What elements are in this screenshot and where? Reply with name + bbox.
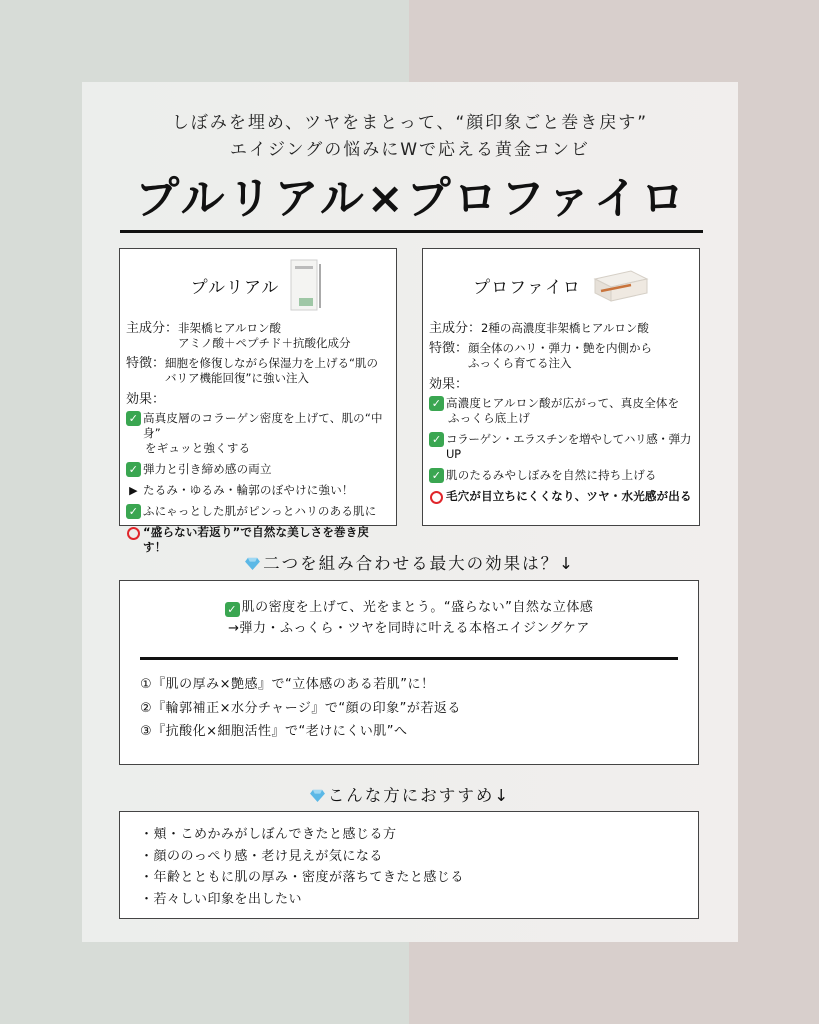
check-mark-icon: ✓ — [225, 602, 240, 617]
product-card-purereal — [119, 248, 397, 554]
product-name: プロファイロ — [473, 277, 581, 298]
feature-line: 顔全体のハリ・弾力・艶を内側から — [468, 341, 653, 355]
gem-icon — [310, 789, 325, 802]
effect-item — [429, 432, 693, 462]
combo-summary-line-2: →弾力・ふっくら・ツヤを同時に叶える本格エイジングケア — [228, 621, 590, 636]
effect-text: 毛穴が目立ちにくくなり、ツヤ・水光感が出る — [446, 489, 692, 503]
intro-line-2: エイジングの悩みにWで応える黄金コンビ — [229, 140, 591, 160]
effect-text: たるみ・ゆるみ・輪郭のぼやけに強い！ — [143, 483, 354, 497]
check-mark-icon: ✓ — [126, 411, 141, 426]
recommend-heading-text: こんな方におすすめ↓ — [327, 786, 511, 805]
intro-line-1: しぼみを埋め、ツヤをまとって、“顔印象ごと巻き戻す” — [171, 113, 649, 133]
product-header — [429, 249, 693, 321]
effect-text: 弾力と引き締め感の両立 — [143, 462, 272, 476]
combo-point: ①『肌の厚み×艶感』で“立体感のある若肌”に！ — [140, 677, 435, 692]
effect-text: コラーゲン・エラスチンを増やしてハリ感・弾力UP — [446, 432, 692, 461]
ingredients-value — [178, 321, 351, 351]
check-mark-icon: ✓ — [126, 504, 141, 519]
effect-text: 肌のたるみやしぼみを自然に持ち上げる — [446, 468, 657, 482]
ingredient-line: 非架橋ヒアルロン酸 — [178, 321, 282, 335]
feature-line: 細胞を修復しながら保湿力を上げる“肌の — [165, 356, 378, 370]
red-circle-icon — [430, 491, 443, 504]
check-mark-icon: ✓ — [429, 396, 444, 411]
combo-point: ③『抗酸化×細胞活性』で“老けにくい肌”へ — [140, 724, 408, 739]
combo-heading-text: 二つを組み合わせる最大の効果は？↓ — [263, 554, 575, 573]
effects-label: 効果： — [429, 377, 469, 392]
effect-text: “盛らない若返り”で自然な美しさを巻き戻す！ — [143, 525, 370, 554]
recommend-heading — [82, 782, 738, 806]
list-item: ・若々しい印象を出したい — [140, 891, 303, 907]
effect-line: ふっくら底上げ — [448, 411, 530, 425]
feature-row — [429, 341, 693, 371]
product-name: プルリアル — [190, 277, 280, 298]
effect-line: 高真皮層のコラーゲン密度を上げて、肌の“中身” — [143, 411, 383, 440]
combo-summary-line-1: 肌の密度を上げて、光をまとう。“盛らない”自然な立体感 — [241, 600, 594, 615]
red-circle-icon — [127, 527, 140, 540]
check-mark-icon: ✓ — [429, 432, 444, 447]
product-box-image — [591, 265, 649, 305]
check-mark-icon: ✓ — [126, 462, 141, 477]
combo-box — [119, 580, 699, 765]
feature-label: 特徴： — [429, 341, 469, 356]
page-title: プルリアル×プロファイロ — [120, 174, 703, 233]
effect-text — [446, 396, 679, 426]
combo-heading — [82, 550, 738, 574]
ingredients-row — [126, 321, 390, 351]
effect-item — [126, 462, 390, 477]
effect-text — [143, 411, 390, 456]
gem-icon — [245, 557, 260, 570]
ingredients-row — [429, 321, 693, 336]
list-item: ・顔ののっぺり感・老け見えが気になる — [140, 848, 383, 864]
list-item: ・年齢とともに肌の厚み・密度が落ちてきたと感じる — [140, 870, 464, 885]
combo-points — [140, 673, 461, 744]
feature-label: 特徴： — [126, 356, 166, 371]
effect-item — [126, 483, 390, 498]
feature-row — [126, 356, 390, 386]
product-box-image — [289, 258, 325, 312]
combo-summary — [120, 597, 698, 639]
effect-item — [429, 489, 693, 504]
divider — [140, 657, 678, 660]
effect-item — [126, 411, 390, 456]
recommend-box — [119, 811, 699, 919]
effect-line: 高濃度ヒアルロン酸が広がって、真皮全体を — [446, 396, 680, 410]
product-header — [126, 249, 390, 321]
effect-item — [126, 504, 390, 519]
ingredient-line: アミノ酸＋ペプチド＋抗酸化成分 — [178, 336, 351, 350]
feature-value — [468, 341, 652, 371]
combo-point: ②『輪郭補正×水分チャージ』で“顔の印象”が若返る — [140, 700, 461, 716]
effect-line: をギュッと強くする — [145, 441, 251, 455]
triangle-right-icon: ▶ — [129, 484, 138, 497]
ingredients-value: 2種の高濃度非架橋ヒアルロン酸 — [481, 321, 649, 335]
effect-item — [429, 468, 693, 483]
product-card-profhilo — [422, 248, 700, 526]
list-item: ・頬・こめかみがしぼんできたと感じる方 — [140, 827, 397, 842]
ingredients-label: 主成分： — [126, 321, 179, 336]
info-card — [82, 82, 738, 942]
intro-text — [82, 110, 738, 164]
effect-item — [429, 396, 693, 426]
effects-label: 効果： — [126, 392, 166, 407]
feature-line: バリア機能回復”に強い注入 — [165, 371, 309, 385]
feature-line: ふっくら育てる注入 — [468, 356, 572, 370]
effect-text: ふにゃっとした肌がピンっとハリのある肌に — [143, 504, 377, 518]
check-mark-icon: ✓ — [429, 468, 444, 483]
ingredients-label: 主成分： — [429, 321, 482, 336]
feature-value — [165, 356, 378, 386]
